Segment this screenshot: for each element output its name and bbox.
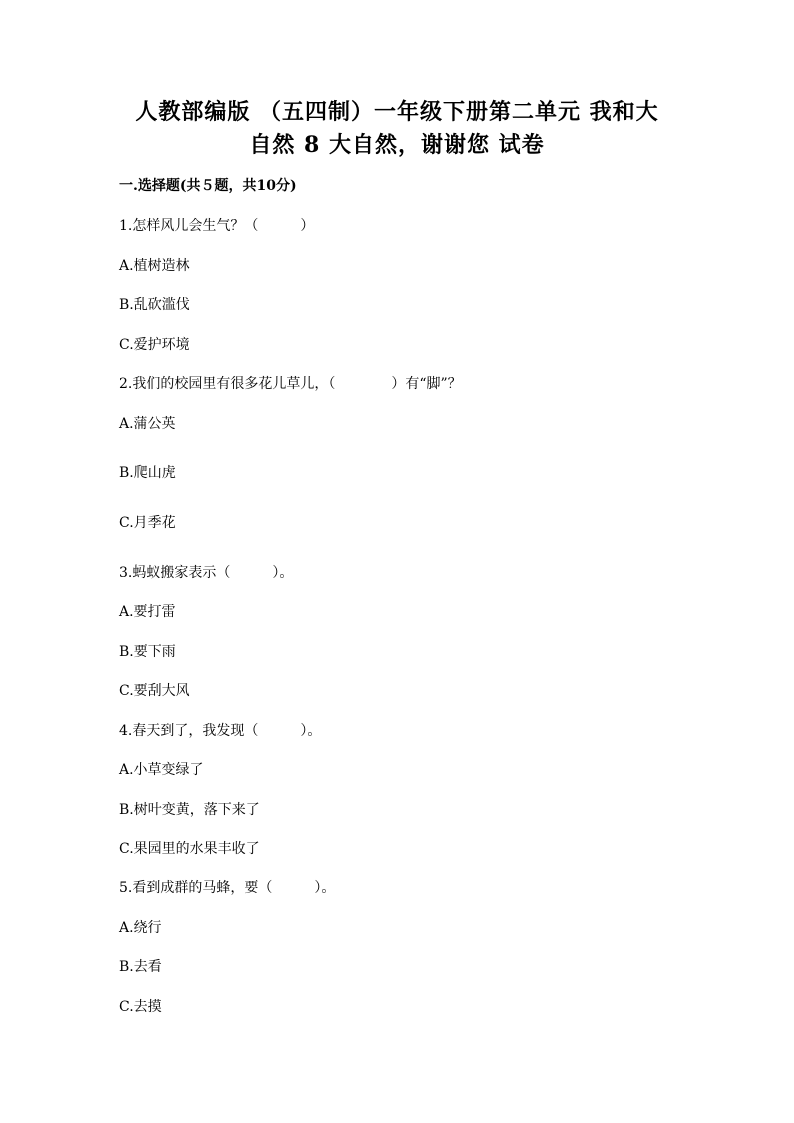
- exam-title-line-2: 自然 8 大自然，谢谢您 试卷: [249, 132, 545, 158]
- section-heading: 一.选择题(共５题，共10分): [119, 178, 297, 194]
- question-1-option-a: A.植树造林: [119, 258, 190, 274]
- question-2-option-c: C.月季花: [119, 515, 176, 531]
- question-1-option-b: B.乱砍滥伐: [119, 297, 190, 313]
- question-2-option-b: B.爬山虎: [119, 465, 176, 481]
- question-3-option-b: B.要下雨: [119, 644, 176, 660]
- question-1-stem: 1.怎样风儿会生气？（ ）: [119, 218, 315, 234]
- question-4-option-b: B.树叶变黄，落下来了: [119, 802, 260, 818]
- question-1-option-c: C.爱护环境: [119, 337, 190, 353]
- question-5-option-a: A.绕行: [119, 920, 162, 936]
- question-4-option-c: C.果园里的水果丰收了: [119, 841, 260, 857]
- exam-title-line-1: 人教部编版 （五四制）一年级下册第二单元 我和大: [135, 99, 659, 125]
- question-2-stem: 2.我们的校园里有很多花儿草儿，（ ）有“脚”？: [119, 376, 462, 392]
- question-3-option-a: A.要打雷: [119, 604, 176, 620]
- question-5-stem: 5.看到成群的马蜂，要（ ）。: [119, 880, 336, 896]
- question-3-stem: 3.蚂蚁搬家表示（ ）。: [119, 565, 294, 581]
- question-4-option-a: A.小草变绿了: [119, 762, 204, 778]
- question-5-option-b: B.去看: [119, 959, 162, 975]
- question-4-stem: 4.春天到了，我发现（ ）。: [119, 723, 322, 739]
- question-2-option-a: A.蒲公英: [119, 416, 176, 432]
- question-5-option-c: C.去摸: [119, 999, 162, 1015]
- question-3-option-c: C.要刮大风: [119, 683, 190, 699]
